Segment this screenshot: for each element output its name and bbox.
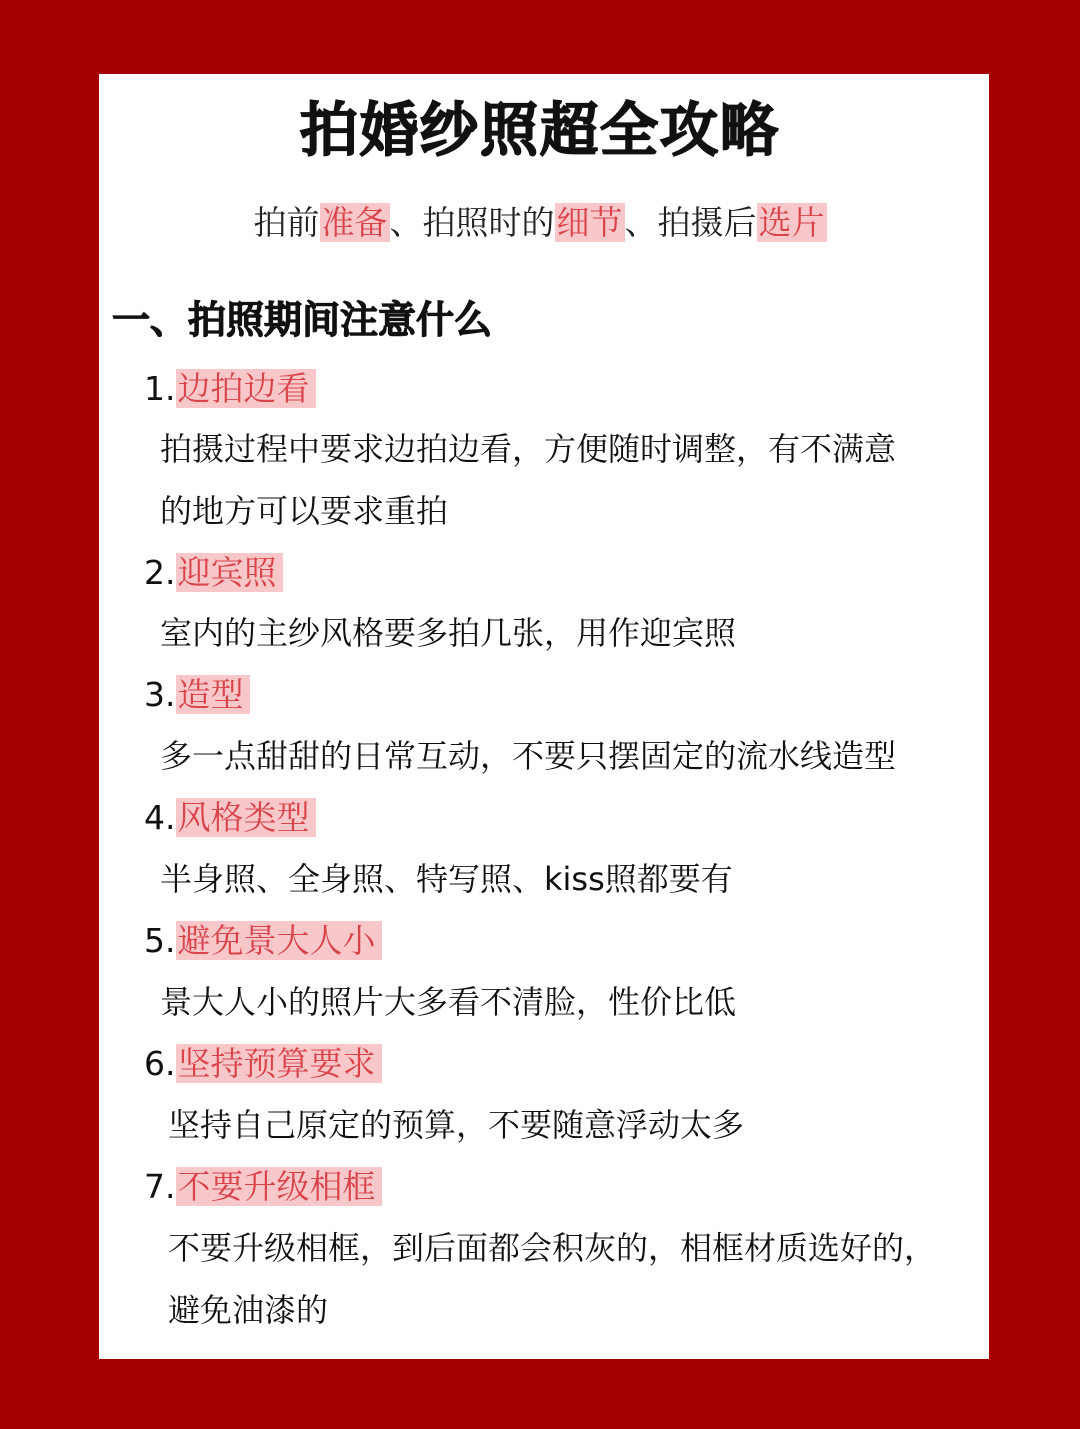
subtitle-highlight-3: 选片 xyxy=(758,203,825,242)
subtitle-text-2: 、拍照时的 xyxy=(389,203,555,242)
subtitle-highlight-1: 准备 xyxy=(321,203,388,242)
subtitle-highlight-2: 细节 xyxy=(556,203,623,242)
item-description: 坚持自己原定的预算，不要随意浮动太多 xyxy=(168,1106,745,1144)
item-description: 多一点甜甜的日常互动，不要只摆固定的流水线造型 xyxy=(160,737,897,775)
list-item-heading xyxy=(144,918,382,964)
item-number: 4. xyxy=(144,798,176,837)
list-item-heading xyxy=(144,1164,382,1210)
item-description: 室内的主纱风格要多拍几张，用作迎宾照 xyxy=(160,614,737,652)
list-item-heading xyxy=(144,1041,382,1087)
list-item-heading xyxy=(144,366,316,412)
item-description: 半身照、全身照、特写照、kiss照都要有 xyxy=(160,860,733,898)
item-tag: 坚持预算要求 xyxy=(176,1044,382,1083)
item-number: 7. xyxy=(144,1167,176,1206)
page-title: 拍婚纱照超全攻略 xyxy=(299,96,780,164)
section-heading: 一、拍照期间注意什么 xyxy=(112,298,493,342)
item-tag: 风格类型 xyxy=(176,798,316,837)
item-number: 3. xyxy=(144,675,176,714)
item-tag: 迎宾照 xyxy=(176,553,283,592)
item-number: 1. xyxy=(144,369,176,408)
item-description: 不要升级相框，到后面都会积灰的，相框材质选好的， xyxy=(168,1229,937,1267)
list-item-heading xyxy=(144,550,283,596)
subtitle xyxy=(0,200,1080,246)
item-number: 6. xyxy=(144,1044,176,1083)
item-description: 拍摄过程中要求边拍边看，方便随时调整，有不满意 xyxy=(160,430,897,468)
item-tag: 造型 xyxy=(176,675,250,714)
subtitle-text-3: 、拍摄后 xyxy=(624,203,757,242)
list-item-heading xyxy=(144,672,250,718)
item-tag: 不要升级相框 xyxy=(176,1167,382,1206)
item-description: 避免油漆的 xyxy=(168,1291,329,1329)
item-number: 5. xyxy=(144,921,176,960)
item-tag: 避免景大人小 xyxy=(176,921,382,960)
item-description: 的地方可以要求重拍 xyxy=(160,492,449,530)
item-description: 景大人小的照片大多看不清脸，性价比低 xyxy=(160,983,737,1021)
subtitle-text-1: 拍前 xyxy=(253,203,320,242)
item-tag: 边拍边看 xyxy=(176,369,316,408)
item-number: 2. xyxy=(144,553,176,592)
list-item-heading xyxy=(144,795,316,841)
